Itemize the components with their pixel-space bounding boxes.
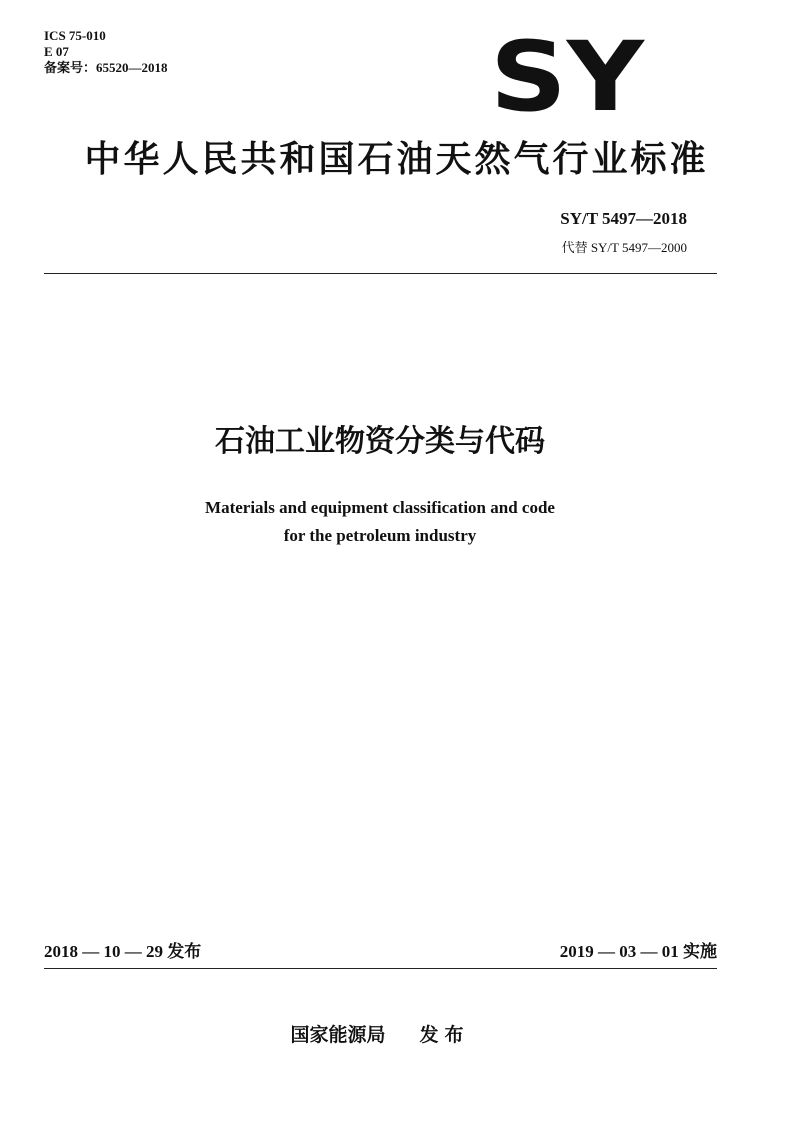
publisher	[0, 1020, 760, 1047]
standard-category-title: 中华人民共和国石油天然气行业标准	[84, 139, 709, 180]
document-title-en-line1: Materials and equipment classification and code	[205, 498, 555, 517]
document-title-zh: 石油工业物资分类与代码	[215, 424, 545, 459]
replaces-standard: 代替 SY/T 5497—2000	[561, 240, 687, 255]
document-title-en-line2: for the petroleum industry	[283, 526, 477, 545]
footer-divider	[44, 968, 717, 969]
ccs-code: E 07	[44, 44, 69, 59]
publisher-name: 国家能源局	[290, 1024, 386, 1046]
publisher-action: 发布	[419, 1024, 470, 1046]
ics-code: ICS 75-010	[44, 28, 106, 43]
sy-logo-text: SY	[490, 36, 646, 116]
issue-date: 2018 — 10 — 29 发布	[44, 942, 202, 961]
header-divider	[44, 273, 717, 274]
effective-date: 2019 — 03 — 01 实施	[559, 942, 717, 961]
standard-number: SY/T 5497—2018	[560, 209, 687, 228]
filing-number: 备案号：65520—2018	[44, 60, 168, 75]
sy-logo	[488, 36, 646, 116]
